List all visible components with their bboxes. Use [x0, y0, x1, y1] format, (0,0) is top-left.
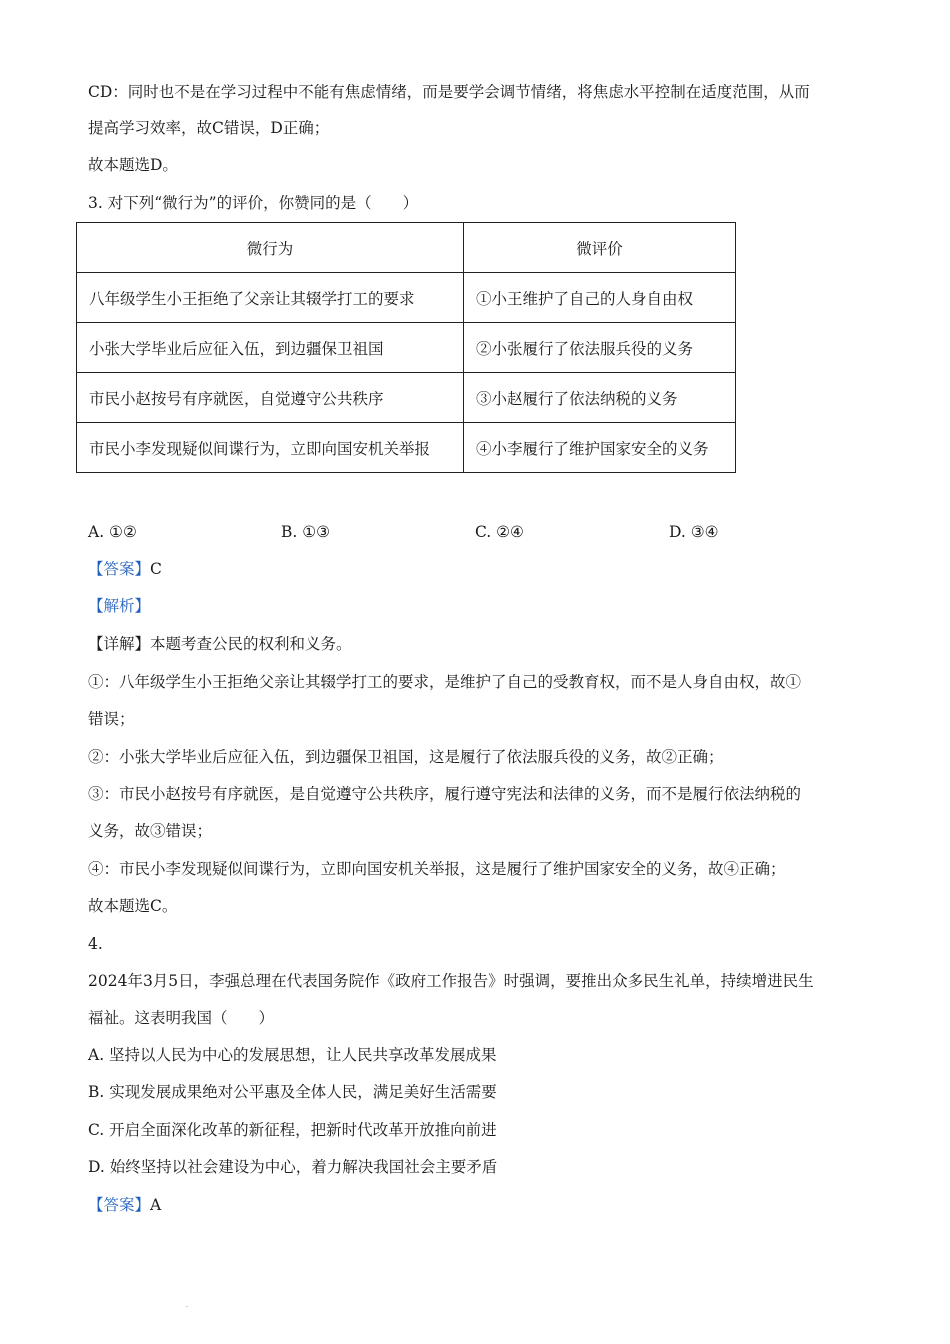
answer-value: C: [150, 560, 162, 578]
q4-option-a: A. 坚持以人民为中心的发展思想，让人民共享改革发展成果: [88, 1046, 497, 1064]
explanation-3a: ③：市民小赵按号有序就医，是自觉遵守公共秩序，履行遵守宪法和法律的义务，而不是履行依法纳税的: [88, 785, 802, 803]
table-cell: ③小赵履行了依法纳税的义务: [464, 373, 736, 423]
option-d: D. ③④: [669, 523, 719, 541]
explanation-3b: 义务，故③错误；: [88, 822, 213, 840]
q4-option-c: C. 开启全面深化改革的新征程，把新时代改革开放推向前进: [88, 1121, 497, 1139]
option-a: A. ①②: [88, 523, 137, 541]
table-header: 微行为: [77, 223, 464, 273]
table-row: [77, 373, 736, 423]
table-row: [77, 273, 736, 323]
explanation-1a: ①：八年级学生小王拒绝父亲让其辍学打工的要求，是维护了自己的受教育权，而不是人身自由权，故①: [88, 673, 802, 691]
q4-option-b: B. 实现发展成果绝对公平惠及全体人民，满足美好生活需要: [88, 1083, 497, 1101]
detail-tag: 【详解】: [88, 635, 151, 653]
option-c: C. ②④: [475, 523, 524, 541]
option-b: B. ①③: [281, 523, 331, 541]
question-4-stem-1: 2024年3月5日，李强总理在代表国务院作《政府工作报告》时强调，要推出众多民生礼单，持续增进民生: [88, 972, 814, 990]
prev-conclusion: 故本题选D。: [88, 156, 178, 174]
answer-value: A: [150, 1196, 162, 1214]
question-4-stem-2: 福祉。这表明我国（ ）: [88, 1009, 275, 1027]
analysis-tag: 【解析】: [88, 597, 151, 615]
answer-tag: 【答案】: [88, 1196, 151, 1214]
micro-behavior-table: [76, 222, 736, 473]
explanation-4: ④：市民小李发现疑似间谍行为，立即向国安机关举报，这是履行了维护国家安全的义务，故④正确；: [88, 860, 786, 878]
q4-option-d: D. 始终坚持以社会建设为中心，着力解决我国社会主要矛盾: [88, 1158, 498, 1176]
explanation-1b: 错误；: [88, 710, 135, 728]
table-cell: ②小张履行了依法服兵役的义务: [464, 323, 736, 373]
table-cell: ④小李履行了维护国家安全的义务: [464, 423, 736, 473]
detail-intro: 本题考查公民的权利和义务。: [150, 635, 352, 653]
table-cell: ①小王维护了自己的人身自由权: [464, 273, 736, 323]
table-header: 微评价: [464, 223, 736, 273]
question-4-number: 4.: [88, 935, 103, 953]
table-cell: 小张大学毕业后应征入伍，到边疆保卫祖国: [77, 323, 464, 373]
answer-tag: 【答案】: [88, 560, 151, 578]
explanation-2: ②：小张大学毕业后应征入伍，到边疆保卫祖国，这是履行了依法服兵役的义务，故②正确；: [88, 748, 724, 766]
prev-explanation-line-1: CD：同时也不是在学习过程中不能有焦虑情绪，而是要学会调节情绪，将焦虑水平控制在适度范围，从而: [88, 83, 810, 101]
detail-line: [88, 632, 352, 656]
q4-answer-line: [88, 1193, 161, 1217]
table-cell: 市民小赵按号有序就医，自觉遵守公共秩序: [77, 373, 464, 423]
prev-explanation-line-2: 提高学习效率，故C错误，D正确；: [88, 119, 330, 137]
table-header-row: [77, 223, 736, 273]
table-row: [77, 423, 736, 473]
q3-conclusion: 故本题选C。: [88, 897, 178, 915]
question-3-stem: 3. 对下列“微行为”的评价，你赞同的是（ ）: [88, 194, 419, 212]
table-cell: 市民小李发现疑似间谍行为，立即向国安机关举报: [77, 423, 464, 473]
table-row: [77, 323, 736, 373]
page-speck: [186, 1306, 188, 1307]
answer-line: [88, 557, 162, 581]
table-cell: 八年级学生小王拒绝了父亲让其辍学打工的要求: [77, 273, 464, 323]
